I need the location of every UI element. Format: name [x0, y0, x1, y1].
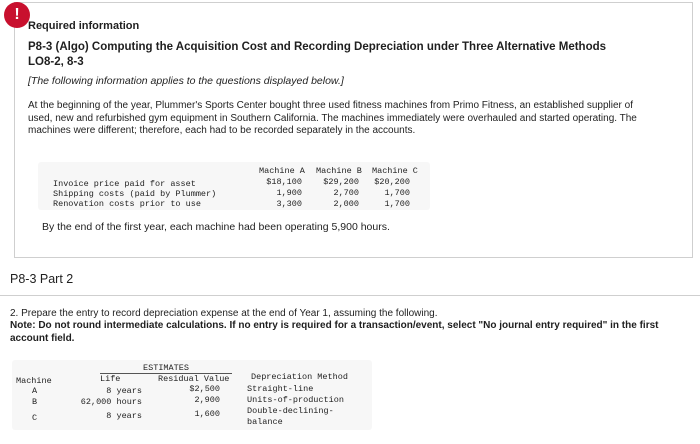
row-method: Double-declining-balance [247, 406, 334, 427]
alert-icon: ! [4, 2, 30, 28]
part-title: P8-3 Part 2 [10, 272, 74, 286]
problem-title: P8-3 (Algo) Computing the Acquisition Cost and Recording Depreciation under Three Alternative Methods LO8-2, 8-3 [28, 41, 607, 68]
row-method: Straight-line [247, 384, 314, 394]
invoice-row-label: Shipping costs (paid by Plummer) [53, 189, 217, 199]
question-text: 2. Prepare the entry to record depreciation expense at the end of Year 1, assuming the following. [10, 308, 438, 319]
row-residual: 1,600 [194, 409, 220, 419]
invoice-cell: 1,700 [384, 188, 410, 198]
row-life: 8 years [106, 386, 142, 396]
invoice-cell: 1,700 [384, 199, 410, 209]
row-life: 62,000 hours [80, 397, 142, 407]
invoice-cell: $18,100 [266, 177, 302, 187]
invoice-cell: $20,200 [374, 177, 410, 187]
row-machine: C [32, 413, 38, 423]
invoice-row-label: Invoice price paid for asset [53, 179, 196, 189]
invoice-cell: 3,300 [276, 199, 302, 209]
row-machine: A [32, 386, 38, 396]
invoice-cell: $29,200 [323, 177, 359, 187]
info-note: [The following information applies to the questions displayed below.] [28, 75, 344, 87]
header-method: Depreciation Method [251, 372, 348, 382]
column-header-machine-b: Machine B [316, 166, 362, 176]
row-machine: B [32, 397, 38, 407]
operating-hours-text: By the end of the first year, each machine had been operating 5,900 hours. [42, 221, 390, 233]
estimates-group-header: ESTIMATES [100, 363, 232, 374]
header-life: Life [100, 374, 121, 384]
row-life: 8 years [106, 411, 142, 421]
question-note: Note: Do not round intermediate calculations. If no entry is required for a transaction/event, select "No journal entry required" in the first account field. [10, 320, 659, 344]
invoice-cell: 2,000 [333, 199, 359, 209]
header-machine: Machine [16, 376, 52, 386]
row-method: Units-of-production [247, 395, 344, 405]
column-header-machine-a: Machine A [259, 166, 305, 176]
problem-paragraph: At the beginning of the year, Plummer's Sports Center bought three used fitness machines from Primo Fitness, an established supplier of used, new and refurbished gym equipment in Southern California. The machines immediately were overhauled and started operating. The machines were different; therefore, each had to be recorded separately in the accounts. [28, 100, 637, 136]
required-info-label: Required information [28, 20, 140, 32]
invoice-cell: 2,700 [333, 188, 359, 198]
row-residual: 2,900 [194, 395, 220, 405]
row-residual: $2,500 [189, 384, 220, 394]
invoice-cell: 1,900 [276, 188, 302, 198]
column-header-machine-c: Machine C [372, 166, 418, 176]
invoice-row-label: Renovation costs prior to use [53, 199, 201, 209]
header-residual: Residual Value [158, 374, 230, 384]
